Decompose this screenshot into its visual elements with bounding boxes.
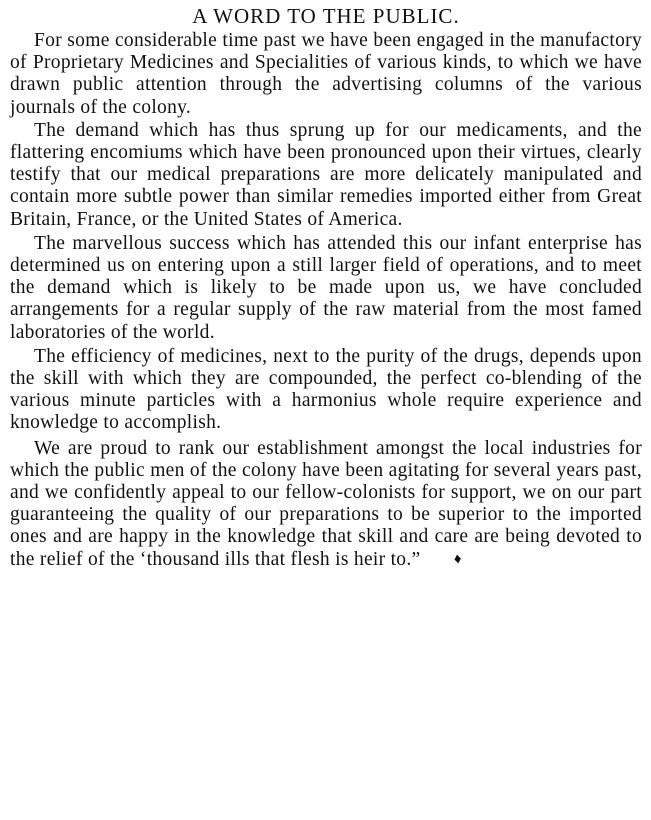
paragraph-local-industries-text: We are proud to rank our establishment amongst the local industries for which the public men of the colony have been agitating for several years past, and we confidently appeal to our fellow-colonists for support, we on our part guaranteeing the quality of our preparations to be superior to the imported ones and are happy in the knowledge that skill and care are being devoted to the relief of the ‘thousand ills that flesh is heir to.” [10,437,642,570]
paragraph-success: The marvellous success which has attended this our infant enterprise has determined us on entering upon a still larger field of operations, and to meet the demand which is likely to be made upon us, we have concluded arrangements for a regular supply of the raw material from the most famed laboratories of the world. [10,232,642,343]
end-mark-icon: ♦ [453,550,464,568]
paragraph-manufactory: For some considerable time past we have been engaged in the manufactory of Proprietary Medicines and Specialities of various kinds, to which we have drawn public attention through the advertising columns of the various journals of the colony. [10,30,642,118]
paragraph-demand: The demand which has thus sprung up for our medicaments, and the flattering encomiums which have been pronounced upon their virtues, clearly testify that our medical preparations are more delicately manipulated and contain more subtle power than similar remedies imported either from Great Britain, France, or the United States of America. [10,119,642,230]
newspaper-column [10,4,642,572]
paragraph-local-industries [10,438,642,572]
article-headline: A WORD TO THE PUBLIC. [192,4,460,28]
paragraph-efficiency: The efficiency of medicines, next to the purity of the drugs, depends upon the skill with which they are compounded, the perfect co-blending of the various minute particles with a harmonius whole require experience and knowledge to accomplish. [10,345,642,434]
